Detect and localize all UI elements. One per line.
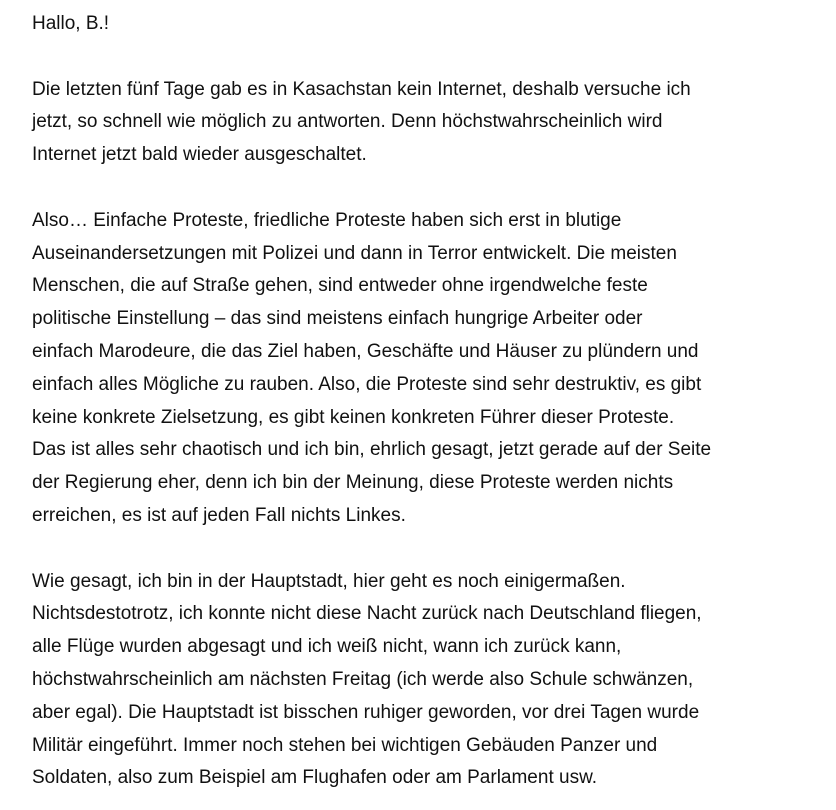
text-line: Wie gesagt, ich bin in der Hauptstadt, hier geht es noch einigermaßen. [32, 570, 626, 592]
text-line: Auseinandersetzungen mit Polizei und dann in Terror entwickelt. Die meisten [32, 242, 677, 264]
text-line: Soldaten, also zum Beispiel am Flughafen oder am Parlament usw. [32, 767, 598, 789]
text-line: Internet jetzt bald wieder ausgeschaltet. [32, 144, 367, 166]
paragraph-1 [32, 74, 822, 172]
text-line: einfach alles Mögliche zu rauben. Also, die Proteste sind sehr destruktiv, es gibt [32, 373, 702, 395]
letter-document [32, 8, 822, 795]
text-line: aber egal). Die Hauptstadt ist bisschen ruhiger geworden, vor drei Tagen wurde [32, 701, 700, 723]
text-line: höchstwahrscheinlich am nächsten Freitag (ich werde also Schule schwänzen, [32, 668, 694, 690]
text-line: keine konkrete Zielsetzung, es gibt keinen konkreten Führer dieser Proteste. [32, 406, 675, 428]
text-line: politische Einstellung – das sind meistens einfach hungrige Arbeiter oder [32, 308, 643, 330]
paragraph-spacer [32, 533, 822, 566]
text-line: alle Flüge wurden abgesagt und ich weiß nicht, wann ich zurück kann, [32, 636, 622, 658]
paragraph-2 [32, 205, 822, 533]
text-line: Also… Einfache Proteste, friedliche Proteste haben sich erst in blutige [32, 209, 622, 231]
text-line: Menschen, die auf Straße gehen, sind entweder ohne irgendwelche feste [32, 275, 648, 297]
text-line: Die letzten fünf Tage gab es in Kasachstan kein Internet, deshalb versuche ich [32, 78, 691, 100]
text-line: Das ist alles sehr chaotisch und ich bin, ehrlich gesagt, jetzt gerade auf der Seite [32, 439, 712, 461]
paragraph-spacer [32, 172, 822, 205]
text-line: Nichtsdestotrotz, ich konnte nicht diese Nacht zurück nach Deutschland fliegen, [32, 603, 702, 625]
text-line: der Regierung eher, denn ich bin der Meinung, diese Proteste werden nichts [32, 472, 674, 494]
paragraph-3 [32, 566, 822, 796]
text-line: erreichen, es ist auf jeden Fall nichts Linkes. [32, 504, 406, 526]
greeting-line: Hallo, B.! [32, 13, 110, 34]
paragraph-spacer [32, 41, 822, 74]
text-line: Militär eingeführt. Immer noch stehen bei wichtigen Gebäuden Panzer und [32, 734, 658, 756]
text-line: einfach Marodeure, die das Ziel haben, Geschäfte und Häuser zu plündern und [32, 340, 699, 362]
text-line: jetzt, so schnell wie möglich zu antworten. Denn höchstwahrscheinlich wird [32, 111, 663, 133]
